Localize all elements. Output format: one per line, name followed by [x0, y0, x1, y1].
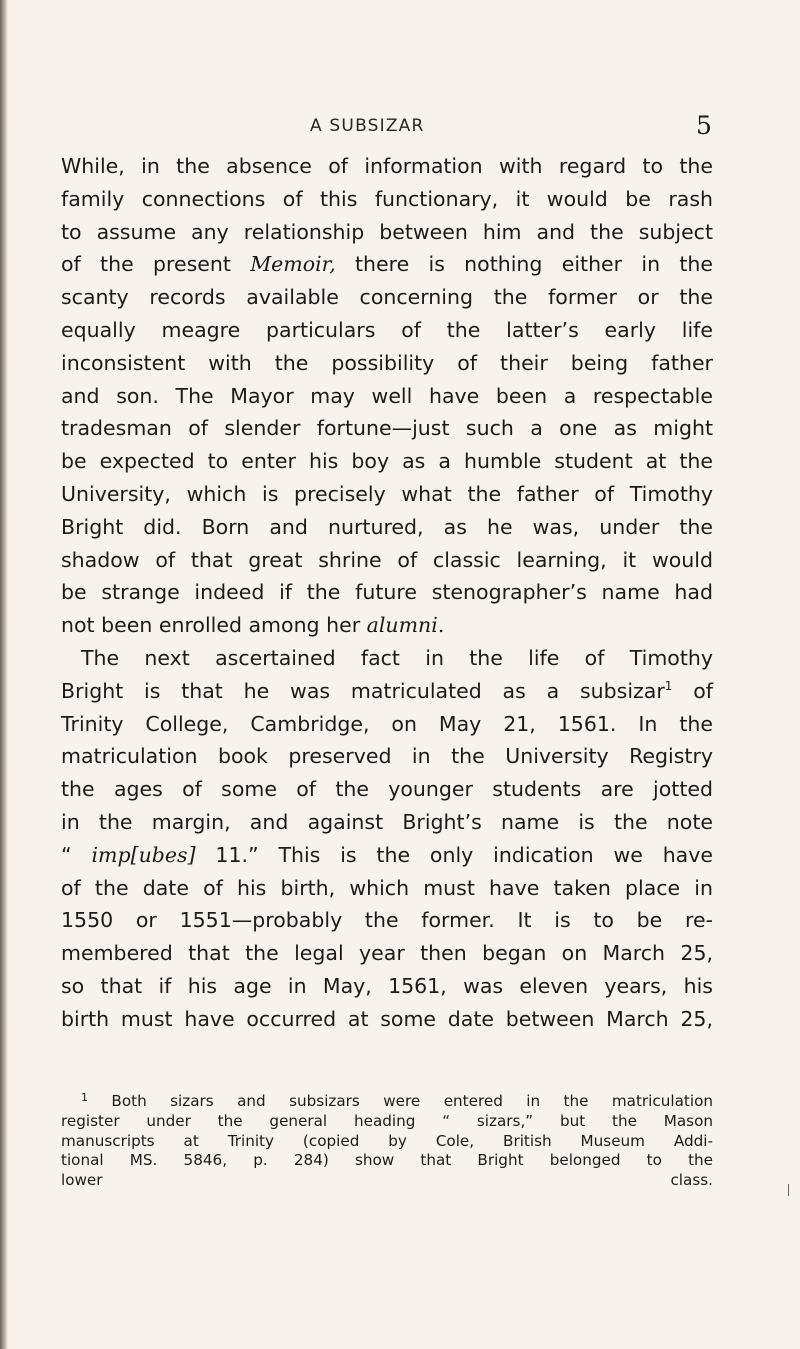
footnote-marker: 1: [81, 1091, 88, 1104]
footnote-line: [61, 1092, 713, 1112]
text-fragment: Both sizars and subsizars were entered in the matriculation: [88, 1092, 713, 1110]
text-fragment: 11.” This is the only indication we have: [195, 842, 713, 867]
italic-title-memoir: Memoir,: [250, 252, 336, 277]
footnote-line: lower class.: [61, 1171, 713, 1190]
text-fragment: “: [61, 842, 92, 867]
text-fragment: there is nothing either in the: [335, 252, 713, 277]
text-fragment: of: [672, 678, 714, 703]
main-text: [61, 150, 713, 1036]
footnote: [61, 1092, 713, 1191]
text-line: to assume any relationship between him and the subject: [61, 219, 713, 244]
text-line: in the margin, and against Bright’s name is the note: [61, 809, 713, 834]
margin-mark: [788, 1184, 789, 1196]
italic-latin-impubes: imp[ubes]: [91, 842, 196, 867]
italic-word-alumni: alumni.: [366, 613, 445, 638]
text-line: membered that the legal year then began on March 25,: [61, 941, 713, 966]
footnote-line: register under the general heading “ sizars,” but the Mason: [61, 1111, 713, 1130]
text-line: shadow of that great shrine of classic learning, it would: [61, 547, 713, 572]
text-line: birth must have occurred at some date between March 25,: [61, 1006, 713, 1031]
text-line: Trinity College, Cambridge, on May 21, 1561. In the: [61, 711, 713, 736]
page-edge-shadow: [0, 0, 8, 1349]
text-line: be strange indeed if the future stenographer’s name had: [61, 580, 713, 605]
text-line: University, which is precisely what the father of Timothy: [61, 481, 713, 506]
footnote-line: manuscripts at Trinity (copied by Cole, British Museum Addi-: [61, 1131, 713, 1150]
text-line: so that if his age in May, 1561, was eleven years, his: [61, 973, 713, 998]
text-line: of the date of his birth, which must have taken place in: [61, 875, 713, 900]
text-fragment: of the present: [61, 252, 251, 277]
text-line: equally meagre particulars of the latter’s early life: [61, 317, 713, 342]
text-line: family connections of this functionary, it would be rash: [61, 186, 713, 211]
running-title: A SUBSIZAR: [310, 116, 425, 136]
text-line: While, in the absence of information with regard to the: [61, 154, 713, 178]
text-line: the ages of some of the younger students are jotted: [61, 777, 713, 802]
text-line: inconsistent with the possibility of their being father: [61, 350, 713, 375]
text-fragment: not been enrolled among her: [61, 613, 367, 638]
text-line: scanty records available concerning the former or the: [61, 285, 713, 310]
text-line: matriculation book preserved in the University Registry: [61, 744, 713, 769]
text-line: The next ascertained fact in the life of Timothy: [81, 645, 713, 670]
text-line: and son. The Mayor may well have been a respectable: [61, 383, 713, 408]
text-line: [61, 675, 713, 708]
page-number: 5: [696, 111, 712, 140]
footnote-line: tional MS. 5846, p. 284) show that Bright belonged to the: [61, 1151, 713, 1170]
text-line: tradesman of slender fortune—just such a one as might: [61, 416, 713, 441]
text-line: Bright did. Born and nurtured, as he was, under the: [61, 514, 713, 539]
text-line: be expected to enter his boy as a humble student at the: [61, 449, 713, 474]
text-line: [61, 609, 713, 642]
text-line: [61, 839, 713, 872]
text-fragment: Bright is that he was matriculated as a subsizar: [61, 678, 665, 703]
text-line: 1550 or 1551—probably the former. It is to be re-: [61, 908, 713, 933]
footnote-reference[interactable]: 1: [664, 678, 673, 693]
text-line: [61, 248, 713, 281]
